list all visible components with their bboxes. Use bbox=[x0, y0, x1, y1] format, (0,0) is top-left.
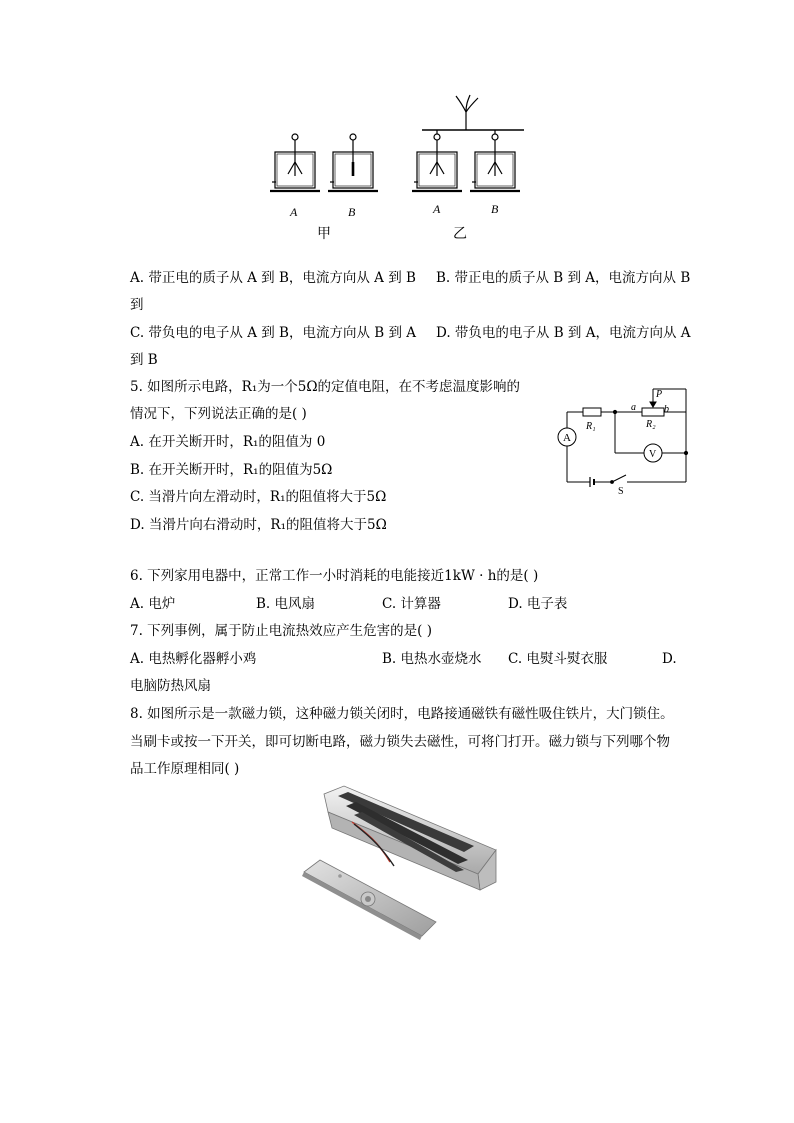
label-yi-a: A bbox=[433, 202, 441, 216]
q4-option-d[interactable]: D. 带负电的电子从 B 到 A，电流方向从 A bbox=[436, 325, 691, 341]
q6-option-b[interactable]: B. 电风扇 bbox=[256, 596, 316, 612]
resistor-r2 bbox=[642, 408, 664, 416]
caption-jia: 甲 bbox=[317, 227, 331, 242]
q5-stem-line2: 情况下，下列说法正确的是( ) bbox=[130, 406, 307, 422]
end-b-label: b bbox=[664, 404, 669, 415]
q8-stem-line1: 8. 如图所示是一款磁力锁，这种磁力锁关闭时，电路接通磁铁有磁性吸住铁片，大门锁住。 bbox=[130, 706, 674, 722]
q4-option-b[interactable]: B. 带正电的质子从 B 到 A，电流方向从 B bbox=[436, 270, 691, 286]
q5-option-c[interactable]: C. 当滑片向左滑动时，R₁的阻值将大于5Ω bbox=[130, 489, 387, 505]
q7-option-c[interactable]: C. 电熨斗熨衣服 bbox=[508, 651, 608, 667]
label-jia-b: B bbox=[348, 205, 356, 219]
q5-stem-line1: 5. 如图所示电路，R₁为一个5Ω的定值电阻，在不考虑温度影响的 bbox=[130, 379, 521, 395]
circuit-diagram bbox=[552, 383, 697, 498]
end-a-label: a bbox=[631, 402, 636, 413]
q5-option-d[interactable]: D. 当滑片向右滑动时，R₁的阻值将大于5Ω bbox=[130, 517, 387, 533]
electroscope-jia-a bbox=[270, 134, 320, 191]
connecting-rod bbox=[422, 95, 524, 134]
r2-label: R₂ bbox=[646, 419, 656, 430]
q6-option-c[interactable]: C. 计算器 bbox=[382, 596, 441, 612]
switch-label: S bbox=[618, 486, 624, 497]
magnetic-lock-photo bbox=[298, 782, 498, 942]
label-jia-a: A bbox=[290, 205, 298, 219]
ammeter-label: A bbox=[563, 432, 571, 444]
q6-option-a[interactable]: A. 电炉 bbox=[130, 596, 176, 612]
electroscope-yi-a bbox=[412, 134, 462, 191]
q6-option-d[interactable]: D. 电子表 bbox=[508, 596, 568, 612]
q4-option-d-wrap: 到 B bbox=[130, 352, 158, 368]
r1-label: R₁ bbox=[586, 421, 596, 432]
q4-option-a[interactable]: A. 带正电的质子从 A 到 B，电流方向从 A 到 B bbox=[130, 270, 416, 286]
q4-option-b-wrap: 到 bbox=[130, 297, 144, 313]
voltmeter-label: V bbox=[649, 449, 657, 460]
q7-option-b[interactable]: B. 电热水壶烧水 bbox=[382, 651, 482, 667]
q7-stem: 7. 下列事例，属于防止电流热效应产生危害的是( ) bbox=[130, 623, 432, 639]
q8-stem-line2: 当刷卡或按一下开关，即可切断电路，磁力锁失去磁性，可将门打开。磁力锁与下列哪个物 bbox=[130, 734, 670, 750]
q7-option-d-wrap: 电脑防热风扇 bbox=[130, 678, 211, 694]
q8-stem-line3: 品工作原理相同( ) bbox=[130, 761, 240, 777]
q7-option-a[interactable]: A. 电热孵化器孵小鸡 bbox=[130, 651, 257, 667]
q5-option-b[interactable]: B. 在开关断开时，R₁的阻值为5Ω bbox=[130, 462, 333, 478]
q7-option-d[interactable]: D. bbox=[662, 651, 677, 667]
q5-option-a[interactable]: A. 在开关断开时，R₁的阻值为 0 bbox=[130, 434, 326, 450]
slider-label: P bbox=[656, 389, 663, 400]
electroscope-figure bbox=[262, 92, 532, 247]
resistor-r1 bbox=[583, 408, 601, 416]
electroscope-yi-b bbox=[470, 134, 520, 191]
label-yi-b: B bbox=[491, 202, 499, 216]
q6-stem: 6. 下列家用电器中，正常工作一小时消耗的电能接近1kW · h的是( ) bbox=[130, 568, 539, 584]
q4-option-c[interactable]: C. 带负电的电子从 A 到 B，电流方向从 B 到 A bbox=[130, 325, 417, 341]
caption-yi: 乙 bbox=[453, 227, 467, 242]
electroscope-jia-b bbox=[328, 134, 378, 191]
